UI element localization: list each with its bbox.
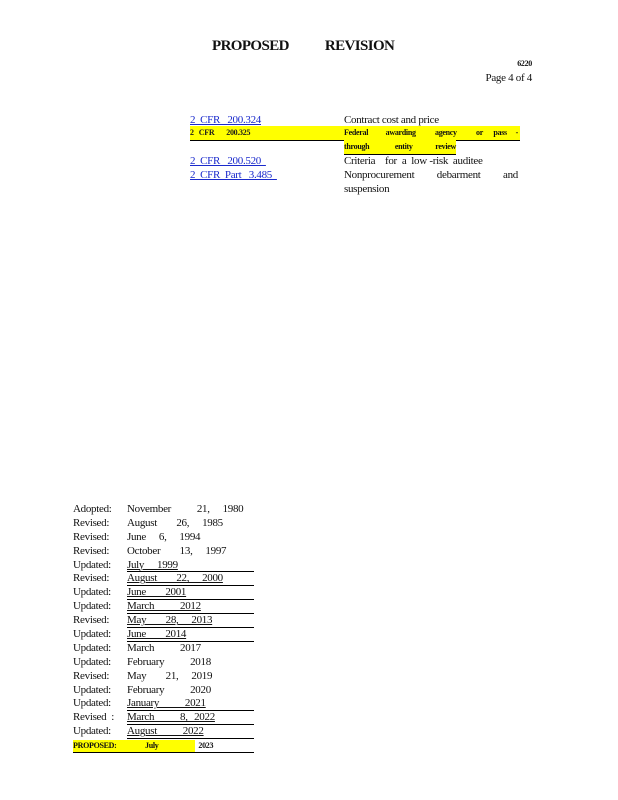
history-row <box>73 642 254 656</box>
history-date: June 2014 <box>127 628 254 642</box>
history-row <box>73 725 254 739</box>
history-date: June 6, 1994 <box>127 530 201 543</box>
history-row <box>73 628 254 642</box>
legal-references <box>190 113 520 196</box>
history-row-proposed <box>73 739 254 753</box>
reference-row <box>190 154 520 168</box>
history-label: Revised: <box>73 572 110 585</box>
history-date: November 21, 1980 <box>127 503 244 515</box>
history-date: May 28, 2013 <box>127 614 254 628</box>
history-date: June 2001 <box>127 586 254 600</box>
history-label: Updated: <box>73 655 111 668</box>
history-label: Revised: <box>73 614 110 627</box>
history-date: February 2020 <box>127 683 211 696</box>
history-label: Revised: <box>73 544 110 557</box>
history-label: Updated: <box>73 641 111 654</box>
reference-description <box>344 126 518 155</box>
history-row <box>73 503 254 517</box>
reference-description-line: through entity review <box>344 140 456 155</box>
history-row <box>73 586 254 600</box>
reference-link[interactable]: 2 CFR Part 3.485 <box>190 169 277 181</box>
history-label: Revised: <box>73 516 110 529</box>
history-row <box>73 656 254 670</box>
title-revision: REVISION <box>324 38 395 54</box>
history-date: February 2018 <box>127 655 211 668</box>
history-row <box>73 600 254 614</box>
history-date: October 13, 1997 <box>127 544 227 557</box>
history-date: August 2022 <box>127 725 254 739</box>
history-row <box>73 572 254 586</box>
reference-description: Contract cost and price <box>344 114 439 126</box>
history-row <box>73 614 254 628</box>
history-date: August 26, 1985 <box>127 516 223 529</box>
history-label: Revised: <box>73 530 110 543</box>
history-row <box>73 697 254 711</box>
history-date: May 21, 2019 <box>127 669 213 682</box>
reference-description: Nonprocurement debarment and suspension <box>344 169 518 195</box>
history-label: Adopted: <box>73 503 112 515</box>
history-row <box>73 670 254 684</box>
history-date: July 1999 <box>127 559 254 573</box>
reference-link[interactable]: 2 CFR 200.325 <box>190 126 520 141</box>
history-row <box>73 684 254 698</box>
policy-number: 6220 <box>517 59 532 68</box>
reference-row-highlighted <box>190 126 520 153</box>
history-date: March 8, 2022 <box>127 711 254 725</box>
page-title <box>212 38 394 55</box>
proposed-date: July 2023 <box>145 741 214 751</box>
history-label: Updated: <box>73 586 111 599</box>
history-row <box>73 559 254 573</box>
reference-link[interactable]: 2 CFR 200.520 <box>190 155 266 167</box>
history-date: January 2021 <box>127 697 254 711</box>
history-row <box>73 531 254 545</box>
history-label: Updated: <box>73 628 111 641</box>
history-row <box>73 517 254 531</box>
title-proposed: PROPOSED <box>212 38 289 54</box>
revision-history <box>73 503 254 753</box>
proposed-label: PROPOSED: <box>73 741 117 751</box>
history-date: March 2012 <box>127 600 254 614</box>
reference-row <box>190 168 520 196</box>
history-label: Updated: <box>73 683 111 696</box>
history-date: August 22, 2000 <box>127 572 254 586</box>
history-row <box>73 711 254 725</box>
history-label: Revised : <box>73 711 114 724</box>
history-label: Updated: <box>73 558 111 571</box>
reference-row <box>190 113 520 127</box>
history-label: Revised: <box>73 669 110 682</box>
history-row <box>73 545 254 559</box>
reference-link[interactable]: 2 CFR 200.324 <box>190 114 261 126</box>
history-label: Updated: <box>73 697 111 710</box>
reference-description-line: Federal awarding agency or pass - <box>344 126 518 140</box>
history-date: March 2017 <box>127 641 201 654</box>
reference-description: Criteria for a low -risk auditee <box>344 155 483 167</box>
history-label: Updated: <box>73 600 111 613</box>
page-number: Page 4 of 4 <box>485 72 532 84</box>
history-label: Updated: <box>73 725 111 738</box>
